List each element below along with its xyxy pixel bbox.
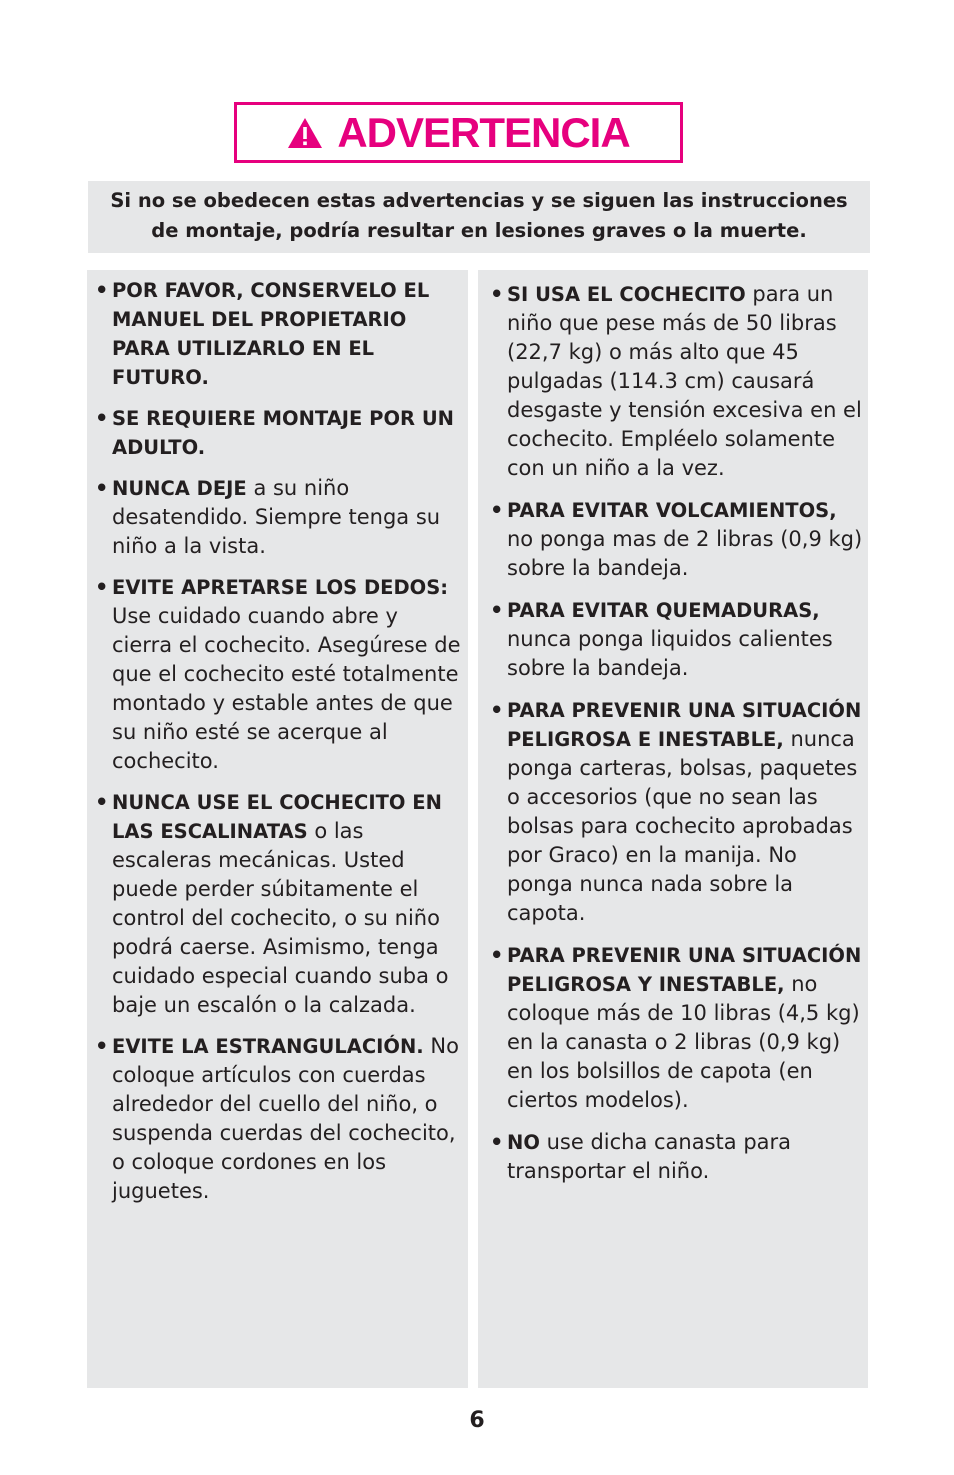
warning-item-bold: SI USA EL COCHECITO (507, 283, 746, 306)
bullet: • (490, 698, 504, 722)
warning-item-bold: PARA EVITAR QUEMADURAS, (507, 599, 820, 622)
warning-item-text: use dicha canasta para transportar el niño. (507, 1130, 792, 1183)
warning-item (490, 280, 864, 483)
warning-item (95, 276, 464, 392)
warning-item-text: o las escaleras mecánicas. Usted puede perder súbitamente el control del cochecito, o su niño podrá caerse. Asimismo, tenga cuidado especial cuando suba o baje un escalón o la calzada. (112, 819, 449, 1017)
bullet: • (95, 476, 109, 500)
warning-item (95, 573, 464, 776)
warning-item-bold: POR FAVOR, CONSERVELO EL MANUEL DEL PROPIETARIO PARA UTILIZARLO EN EL FUTURO. (112, 279, 430, 389)
left-warning-column (87, 270, 468, 1388)
warning-header-box (234, 102, 683, 163)
bullet: • (490, 943, 504, 967)
warning-item-bold: NUNCA USE EL COCHECITO EN LAS ESCALINATAS (112, 791, 442, 843)
warning-triangle-icon (287, 117, 323, 149)
intro-line-2: de montaje, podría resultar en lesiones graves o la muerte. (151, 219, 807, 242)
warning-item-bold: NO (507, 1131, 540, 1154)
warning-item-bold: PARA EVITAR VOLCAMIENTOS, (507, 499, 837, 522)
warning-item-bold: EVITE LA ESTRANGULACIÓN. (112, 1035, 424, 1058)
warning-item (95, 404, 464, 462)
warning-item-bold: PARA PREVENIR UNA SITUACIÓN PELIGROSA Y INESTABLE, (507, 944, 862, 996)
bullet: • (95, 406, 109, 430)
warning-item-text: para un niño que pese más de 50 libras (22,7 kg) o más alto que 45 pulgadas (114.3 cm) causará desgaste y tensión excesiva en el cochecito. Empléelo solamente con un niño a la vez. (507, 282, 862, 480)
warning-item-bold: EVITE APRETARSE LOS DEDOS: (112, 576, 449, 599)
intro-warning-text (88, 181, 870, 253)
warning-item (95, 1032, 464, 1206)
bullet: • (490, 598, 504, 622)
warning-item-text: no coloque más de 10 libras (4,5 kg) en la canasta o 2 libras (0,9 kg) en los bolsillos de capota (en ciertos modelos). (507, 972, 860, 1112)
warning-item (490, 941, 864, 1115)
warning-item (490, 496, 864, 583)
bullet: • (95, 1034, 109, 1058)
bullet: • (490, 498, 504, 522)
warning-item (95, 788, 464, 1020)
warning-title: ADVERTENCIA (337, 108, 630, 156)
warning-item (490, 596, 864, 683)
warning-item (95, 474, 464, 561)
bullet: • (490, 1130, 504, 1154)
warning-item-text: nunca ponga liquidos calientes sobre la bandeja. (507, 627, 833, 680)
page-number: 6 (469, 1408, 485, 1433)
warning-item-text: nunca ponga carteras, bolsas, paquetes o accesorios (que no sean las bolsas para cochecito aprobadas por Graco) en la manija. No ponga nunca nada sobre la capota. (507, 727, 858, 925)
bullet: • (95, 790, 109, 814)
warning-item-bold: SE REQUIERE MONTAJE POR UN ADULTO. (112, 407, 454, 459)
warning-item (490, 1128, 864, 1186)
intro-line-1: Si no se obedecen estas advertencias y se siguen las instrucciones (110, 189, 848, 212)
warning-item-text: Use cuidado cuando abre y cierra el cochecito. Asegúrese de que el cochecito esté totalmente montado y estable antes de que su niño esté se acerque al cochecito. (112, 604, 461, 773)
warning-item-text: No coloque artículos con cuerdas alrededor del cuello del niño, o suspenda cuerdas del cochecito, o coloque cordones en los juguetes. (112, 1034, 459, 1203)
warning-item-bold: PARA PREVENIR UNA SITUACIÓN PELIGROSA E INESTABLE, (507, 699, 862, 751)
warning-item (490, 696, 864, 928)
bullet: • (490, 282, 504, 306)
right-warning-column (478, 270, 868, 1388)
bullet: • (95, 575, 109, 599)
warning-item-text: a su niño desatendido. Siempre tenga su niño a la vista. (112, 476, 441, 558)
warning-item-bold: NUNCA DEJE (112, 477, 247, 500)
warning-item-text: no ponga mas de 2 libras (0,9 kg) sobre la bandeja. (507, 527, 863, 580)
bullet: • (95, 278, 109, 302)
